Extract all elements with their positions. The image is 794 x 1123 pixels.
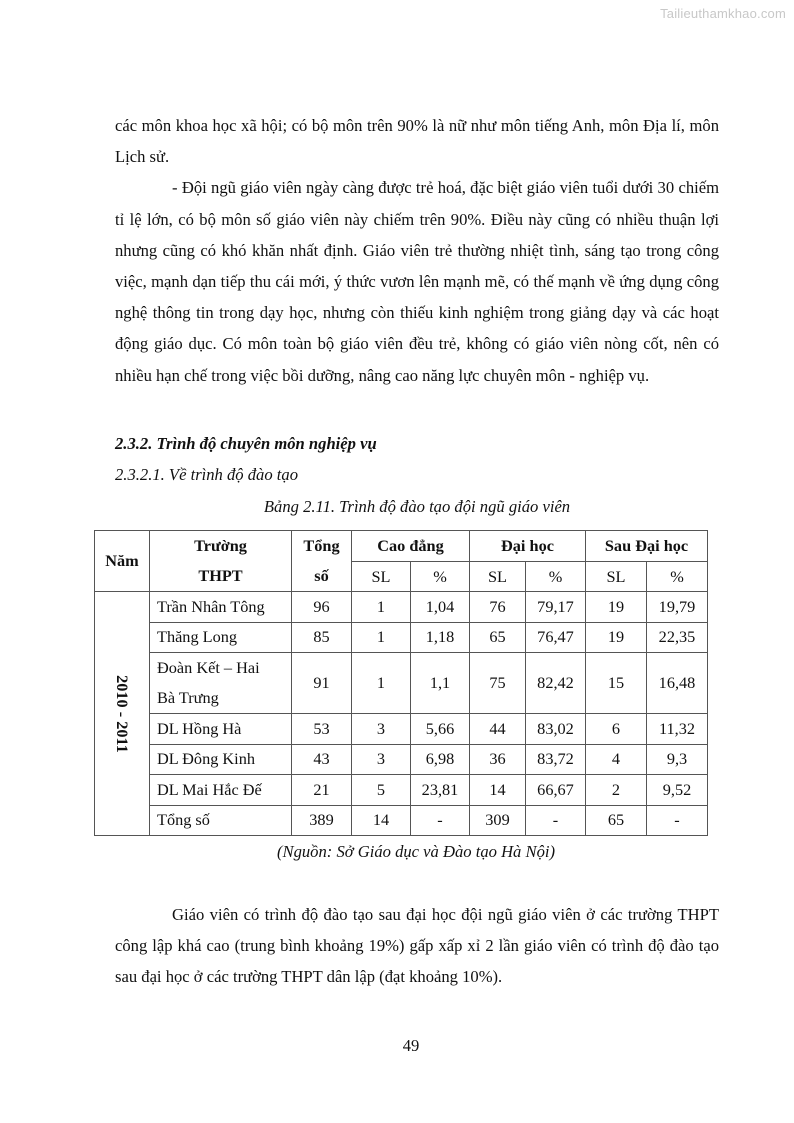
dh-pct-cell: 83,02 [526,714,586,745]
table-row [95,775,708,806]
total-cell: 96 [292,592,352,623]
total-cell: 53 [292,714,352,745]
dh-sl-cell: 75 [470,653,526,714]
school-name: DL Hồng Hà [150,714,292,745]
subheader-sl: SL [586,562,647,592]
sdh-sl-cell: 19 [586,592,647,623]
dh-sl-cell: 76 [470,592,526,623]
table-caption: Bảng 2.11. Trình độ đào tạo đội ngũ giáo viên [263,497,571,516]
total-cell: 43 [292,744,352,775]
school-name-line1: Đoàn Kết – Hai [157,658,260,677]
sdh-pct-cell: - [647,805,708,836]
sdh-pct-cell: 16,48 [647,653,708,714]
subheader-pct: % [526,562,586,592]
table-source: (Nguồn: Sở Giáo dục và Đào tạo Hà Nội) [276,842,556,861]
header-school-line1: Trường [194,536,247,555]
table-row [95,714,708,745]
cd-sl-cell: 1 [352,653,411,714]
dh-pct-cell: 82,42 [526,653,586,714]
school-name: Thăng Long [150,622,292,653]
sdh-sl-cell: 2 [586,775,647,806]
training-level-table [94,530,708,836]
header-total [292,531,352,592]
total-cell: 85 [292,622,352,653]
header-total-line2: số [314,566,329,585]
paragraph-continuation: các môn khoa học xã hội; có bộ môn trên 90% là nữ như môn tiếng Anh, môn Địa lí, môn Lịch sử. [115,116,719,167]
header-school [150,531,292,592]
school-name: Trần Nhân Tông [150,592,292,623]
table-row [95,653,708,714]
body-text-bottom [115,899,719,993]
school-name: DL Đông Kinh [150,744,292,775]
section-heading: 2.3.2. Trình độ chuyên môn nghiệp vụ [115,434,377,453]
header-school-line2: THPT [198,566,243,585]
total-cell: 91 [292,653,352,714]
header-total-line1: Tổng [303,536,340,555]
dh-pct-cell: 66,67 [526,775,586,806]
sdh-sl-cell: 65 [586,805,647,836]
cd-pct-cell: 1,1 [411,653,470,714]
dh-pct-cell: 83,72 [526,744,586,775]
school-name: DL Mai Hắc Đế [150,775,292,806]
year-label: 2010 - 2011 [113,674,132,753]
subsection-heading: 2.3.2.1. Về trình độ đào tạo [115,465,298,484]
paragraph-postgraduate: Giáo viên có trình độ đào tạo sau đại học đội ngũ giáo viên ở các trường THPT công lập khá cao (trung bình khoảng 19%) gấp xấp xỉ 2 lần giáo viên có trình độ đào tạo sau đại học ở các trường THPT dân lập (đạt khoảng 10%). [115,905,719,987]
table-total-row [95,805,708,836]
cd-sl-cell: 1 [352,622,411,653]
subheader-sl: SL [352,562,411,592]
sdh-pct-cell: 22,35 [647,622,708,653]
sdh-sl-cell: 15 [586,653,647,714]
total-cell: 21 [292,775,352,806]
school-name-line2: Bà Trưng [157,688,219,707]
cd-pct-cell: 6,98 [411,744,470,775]
cd-sl-cell: 3 [352,714,411,745]
sdh-pct-cell: 11,32 [647,714,708,745]
school-name [150,653,292,714]
total-cell: 389 [292,805,352,836]
cd-pct-cell: 1,04 [411,592,470,623]
year-cell [95,592,150,836]
cd-sl-cell: 5 [352,775,411,806]
header-year: Năm [95,531,150,592]
dh-sl-cell: 309 [470,805,526,836]
sdh-sl-cell: 4 [586,744,647,775]
cd-pct-cell: 1,18 [411,622,470,653]
cd-sl-cell: 1 [352,592,411,623]
page-number: 49 [402,1036,420,1055]
sdh-sl-cell: 19 [586,622,647,653]
dh-sl-cell: 36 [470,744,526,775]
sdh-pct-cell: 19,79 [647,592,708,623]
dh-pct-cell: 79,17 [526,592,586,623]
dh-pct-cell: 76,47 [526,622,586,653]
table-row [95,622,708,653]
table-row [95,744,708,775]
header-group-sau-dai-hoc: Sau Đại học [586,531,708,562]
table-row [95,592,708,623]
sdh-pct-cell: 9,3 [647,744,708,775]
header-group-dai-hoc: Đại học [470,531,586,562]
cd-sl-cell: 14 [352,805,411,836]
subheader-pct: % [411,562,470,592]
dh-sl-cell: 65 [470,622,526,653]
total-row-label: Tổng số [150,805,292,836]
subheader-sl: SL [470,562,526,592]
dh-sl-cell: 44 [470,714,526,745]
table-header-row-1 [95,531,708,562]
sdh-sl-cell: 6 [586,714,647,745]
sdh-pct-cell: 9,52 [647,775,708,806]
dh-pct-cell: - [526,805,586,836]
body-text-top [115,110,719,391]
cd-pct-cell: 5,66 [411,714,470,745]
cd-pct-cell: - [411,805,470,836]
dh-sl-cell: 14 [470,775,526,806]
watermark: Tailieuthamkhao.com [660,6,786,21]
paragraph-young-teachers: - Đội ngũ giáo viên ngày càng được trẻ hoá, đặc biệt giáo viên tuổi dưới 30 chiếm tỉ lệ lớn, có bộ môn số giáo viên này chiếm trên 90%. Điều này cũng có nhiều thuận lợi nhưng cũng có khó khăn nhất định. Giáo viên trẻ thường nhiệt tình, sáng tạo trong công việc, mạnh dạn tiếp thu cái mới, ý thức vươn lên mạnh mẽ, có thế mạnh về ứng dụng công nghệ thông tin trong dạy học, nhưng còn thiếu kinh nghiệm trong giảng dạy và các hoạt động giáo dục. Có môn toàn bộ giáo viên đều trẻ, không có giáo viên nòng cốt, nên có nhiều hạn chế trong việc bồi dưỡng, nâng cao năng lực chuyên môn - nghiệp vụ. [115,178,719,385]
subheader-pct: % [647,562,708,592]
header-group-cao-dang: Cao đẳng [352,531,470,562]
cd-pct-cell: 23,81 [411,775,470,806]
cd-sl-cell: 3 [352,744,411,775]
